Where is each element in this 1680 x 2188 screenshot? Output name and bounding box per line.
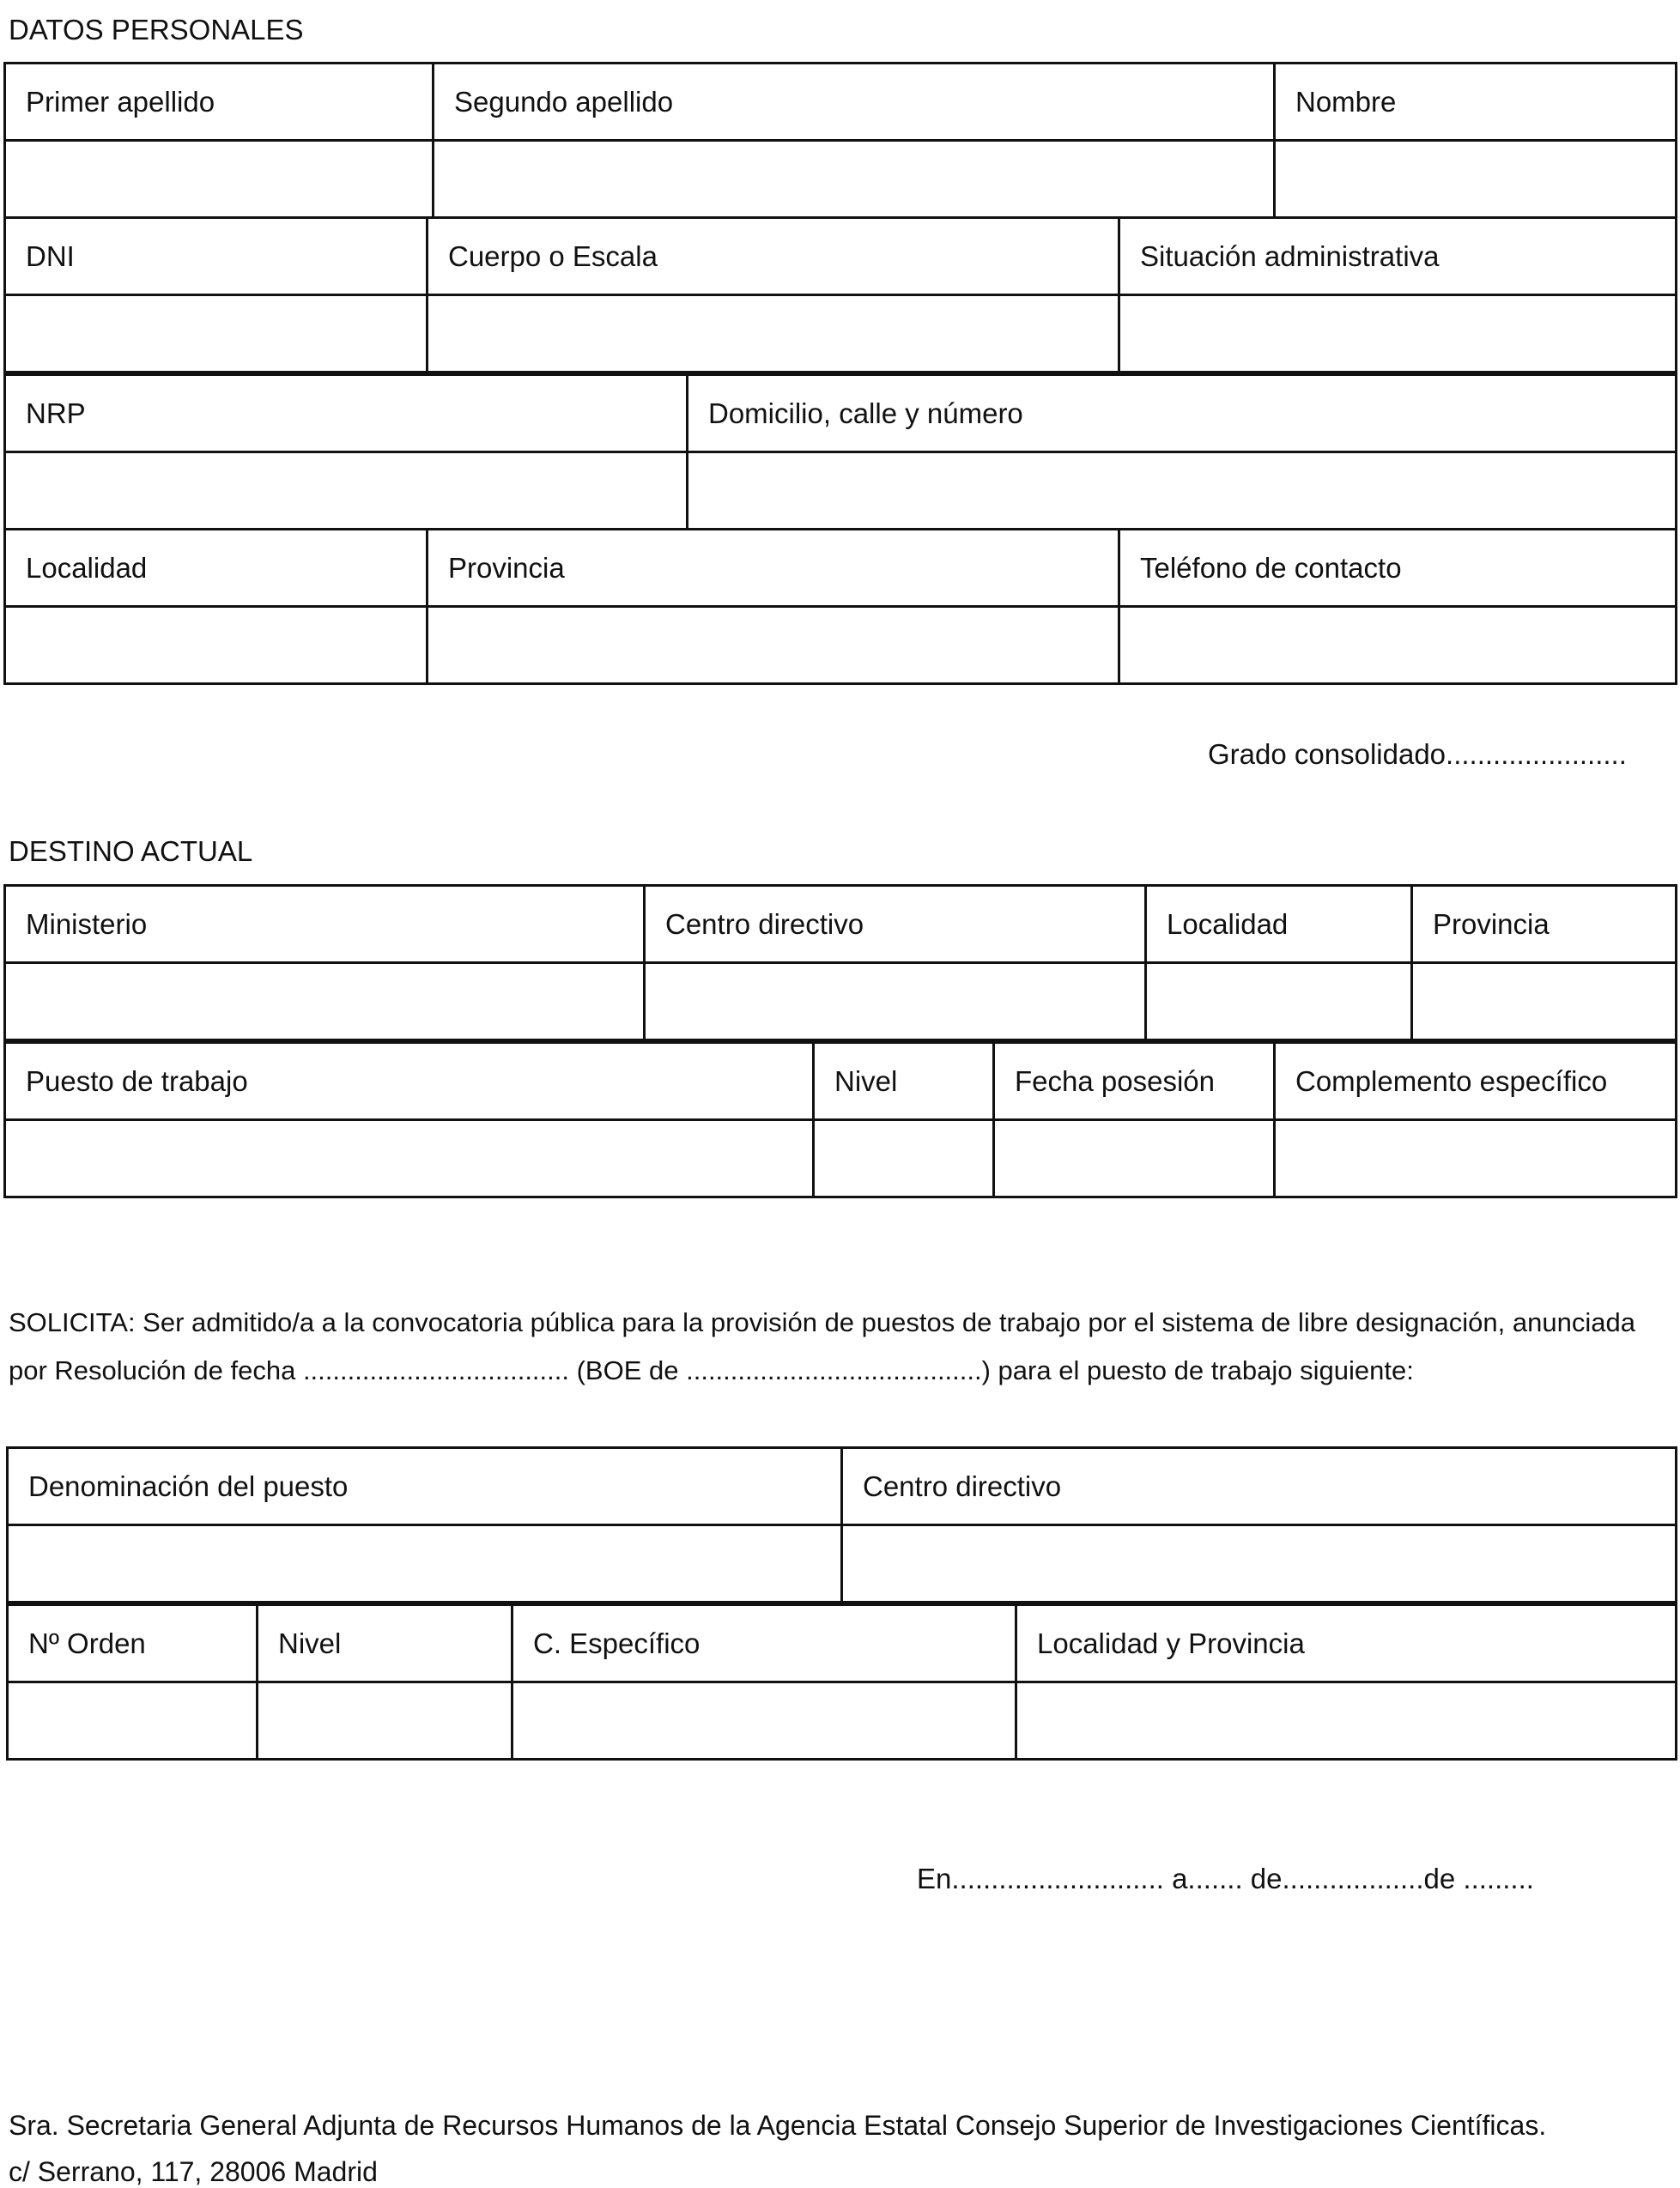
- label-localidad-destino: Localidad: [1146, 886, 1412, 963]
- field-localidad[interactable]: [5, 607, 428, 684]
- label-nivel-puesto: Nivel: [258, 1605, 512, 1682]
- field-denominacion-puesto[interactable]: [8, 1525, 842, 1603]
- label-ministerio: Ministerio: [5, 886, 645, 963]
- field-centro-directivo-puesto[interactable]: [842, 1525, 1677, 1603]
- field-domicilio[interactable]: [688, 452, 1677, 530]
- field-nivel-puesto[interactable]: [258, 1682, 512, 1760]
- label-c-especifico: C. Específico: [512, 1605, 1016, 1682]
- field-provincia-destino[interactable]: [1412, 963, 1677, 1040]
- label-nivel: Nivel: [814, 1043, 994, 1120]
- label-nrp: NRP: [5, 375, 688, 452]
- datos-personales-table: [3, 62, 1677, 219]
- section-heading-datos-personales: DATOS PERSONALES: [9, 14, 304, 45]
- field-dni[interactable]: [5, 295, 428, 373]
- datos-personales-table-3: [3, 373, 1677, 530]
- label-dni: DNI: [5, 218, 428, 295]
- destino-actual-table: [3, 884, 1677, 1041]
- section-heading-destino-actual: DESTINO ACTUAL: [9, 835, 253, 867]
- label-n-orden: Nº Orden: [8, 1605, 258, 1682]
- field-n-orden[interactable]: [8, 1682, 258, 1760]
- label-telefono: Teléfono de contacto: [1119, 530, 1677, 607]
- label-cuerpo-escala: Cuerpo o Escala: [428, 218, 1119, 295]
- field-cuerpo-escala[interactable]: [428, 295, 1119, 373]
- destino-actual-table-2: [3, 1041, 1677, 1198]
- field-nombre[interactable]: [1275, 141, 1677, 218]
- field-nrp[interactable]: [5, 452, 688, 530]
- label-fecha-posesion: Fecha posesión: [994, 1043, 1275, 1120]
- label-complemento-especifico: Complemento específico: [1275, 1043, 1677, 1120]
- field-localidad-provincia[interactable]: [1016, 1682, 1677, 1760]
- label-domicilio: Domicilio, calle y número: [688, 375, 1677, 452]
- field-primer-apellido[interactable]: [5, 141, 434, 218]
- field-situacion-administrativa[interactable]: [1119, 295, 1677, 373]
- field-c-especifico[interactable]: [512, 1682, 1016, 1760]
- puesto-solicitado-table-2: [6, 1603, 1677, 1761]
- solicita-text: [9, 1299, 1635, 1395]
- field-fecha-posesion[interactable]: [994, 1120, 1275, 1197]
- label-provincia: Provincia: [428, 530, 1119, 607]
- field-nivel[interactable]: [814, 1120, 994, 1197]
- field-localidad-destino[interactable]: [1146, 963, 1412, 1040]
- solicita-line-2: por Resolución de fecha .................................... (BOE de ........................................) para el puesto de trabajo siguiente:: [9, 1355, 1414, 1385]
- datos-personales-table-4: [3, 528, 1677, 685]
- field-provincia[interactable]: [428, 607, 1119, 684]
- field-telefono[interactable]: [1119, 607, 1677, 684]
- label-denominacion-puesto: Denominación del puesto: [8, 1448, 842, 1525]
- destinatario-line-2: c/ Serrano, 117, 28006 Madrid: [9, 2156, 378, 2187]
- field-segundo-apellido[interactable]: [434, 141, 1275, 218]
- label-provincia-destino: Provincia: [1412, 886, 1677, 963]
- fecha-lugar: En........................... a....... de..................de .........: [917, 1863, 1534, 1894]
- datos-personales-table-2: [3, 216, 1677, 373]
- grado-consolidado: Grado consolidado.......................: [1208, 738, 1627, 770]
- label-centro-directivo-puesto: Centro directivo: [842, 1448, 1677, 1525]
- label-puesto-trabajo: Puesto de trabajo: [5, 1043, 814, 1120]
- label-situacion-administrativa: Situación administrativa: [1119, 218, 1677, 295]
- label-centro-directivo: Centro directivo: [645, 886, 1146, 963]
- label-localidad: Localidad: [5, 530, 428, 607]
- label-primer-apellido: Primer apellido: [5, 64, 434, 141]
- puesto-solicitado-table: [6, 1446, 1677, 1603]
- field-ministerio[interactable]: [5, 963, 645, 1040]
- destinatario-line-1: Sra. Secretaria General Adjunta de Recursos Humanos de la Agencia Estatal Consejo Superior de Investigaciones Científicas.: [9, 2110, 1547, 2141]
- field-centro-directivo[interactable]: [645, 963, 1146, 1040]
- label-nombre: Nombre: [1275, 64, 1677, 141]
- solicita-line-1: SOLICITA: Ser admitido/a a la convocatoria pública para la provisión de puestos de trabajo por el sistema de libre designación, anunciada: [9, 1307, 1635, 1337]
- label-segundo-apellido: Segundo apellido: [434, 64, 1275, 141]
- label-localidad-provincia: Localidad y Provincia: [1016, 1605, 1677, 1682]
- field-complemento-especifico[interactable]: [1275, 1120, 1677, 1197]
- field-puesto-trabajo[interactable]: [5, 1120, 814, 1197]
